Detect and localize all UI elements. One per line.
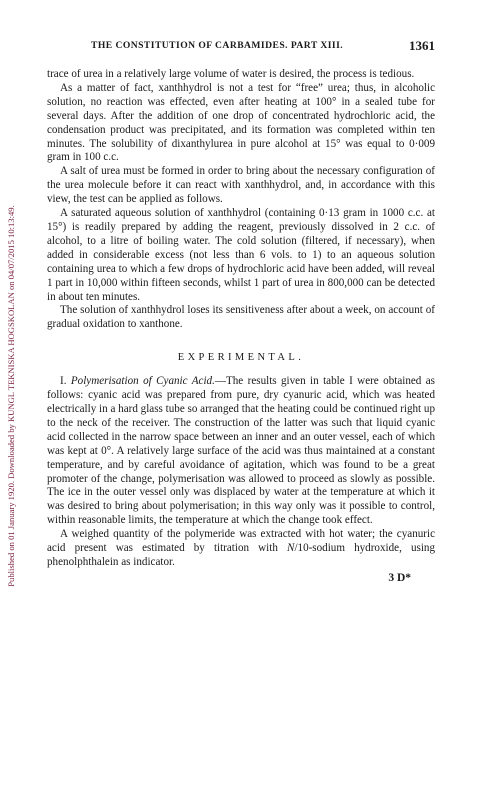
- paragraph-5: The solution of xanthhydrol loses its sensitiveness after about a week, on account of gradual oxidation to xanthone.: [47, 304, 435, 331]
- section-number: I.: [60, 375, 67, 388]
- subsection-title: Polymerisation of Cyanic Acid.: [70, 375, 215, 388]
- paragraph-2: As a matter of fact, xanthhydrol is not a test for “free” urea; thus, in alcoholic solution, no reaction was effected, even after heating at 100° in a sealed tube for several days. After the addition of one drop of concentrated hydrochloric acid, the condensation product was precipitated, and its formation was completed within ten minutes. The solubility of dixanthylurea in pure alcohol at 15° was equal to 0·009 gram in 100 c.c.: [47, 81, 435, 164]
- paragraph-4: A saturated aqueous solution of xanthhydrol (containing 0·13 gram in 1000 c.c. at 15°) is readily prepared by adding the reagent, previously dissolved in 2 c.c. of alcohol, to a litre of boiling water. The cold solution (filtered, if necessary), when added in considerable excess (not less than 6 vols. to 1) to an aqueous solution containing urea to which a few drops of hydrochloric acid have been added, will reveal 1 part in 10,000 within fifteen seconds, whilst 1 part of urea in 800,000 can be detected in about ten minutes.: [47, 207, 435, 303]
- page-body: [47, 38, 435, 584]
- paragraph-1: trace of urea in a relatively large volume of water is desired, the process is tedious.: [47, 68, 415, 80]
- section-heading-experimental: EXPERIMENTAL.: [177, 352, 305, 364]
- paragraph-3: A salt of urea must be formed in order to bring about the necessary configuration of the urea molecule before it can react with xanthhydrol, and, in accordance with this view, the test can be applied as follows.: [47, 165, 435, 206]
- running-head-title: THE CONSTITUTION OF CARBAMIDES. PART XIII.: [91, 40, 344, 51]
- paragraph-6-body: —The results given in table I were obtained as follows: cyanic acid was prepared from pure, dry cyanuric acid, which was heated electrically in a hard glass tube so arranged that the heating could be continued right up to the neck of the receiver. The construction of the latter was such that liquid cyanic acid collected in the narrow space between an inner and an outer vessel, each of which was kept at 0°. A relatively large surface of the acid was thus maintained at a constant temperature, and by careful avoidance of agitation, which was found to be a great promoter of the change, polymerisation was allowed to proceed as slowly as possible. The ice in the outer vessel only was displaced by water at the temperature at which it was desired to bring about polymerisation; in this way only was it possible to control, within reasonable limits, the temperature at which the change took effect.: [47, 375, 435, 527]
- download-watermark-text: Published on 01 January 1920. Downloaded by KUNGL TEKNISKA HOGSKOLAN on 04/07/2015 10:13:49.: [6, 205, 16, 587]
- normality-symbol: N: [287, 542, 295, 555]
- printer-signature-mark: 3 D*: [388, 571, 411, 584]
- paragraph-6: [47, 375, 435, 528]
- download-watermark: [0, 0, 22, 793]
- running-head: [47, 38, 435, 54]
- paragraph-7: [47, 528, 435, 570]
- article-text: [47, 68, 435, 570]
- page-number: 1361: [409, 38, 435, 53]
- paragraph-7-tail: /10-sodium hydroxide, using phenolphthalein as indicator.: [47, 542, 435, 568]
- paragraph-7-lead: A weighed quantity of the polymeride was extracted with hot water; the cyanuric acid present was estimated by titration with: [47, 528, 435, 555]
